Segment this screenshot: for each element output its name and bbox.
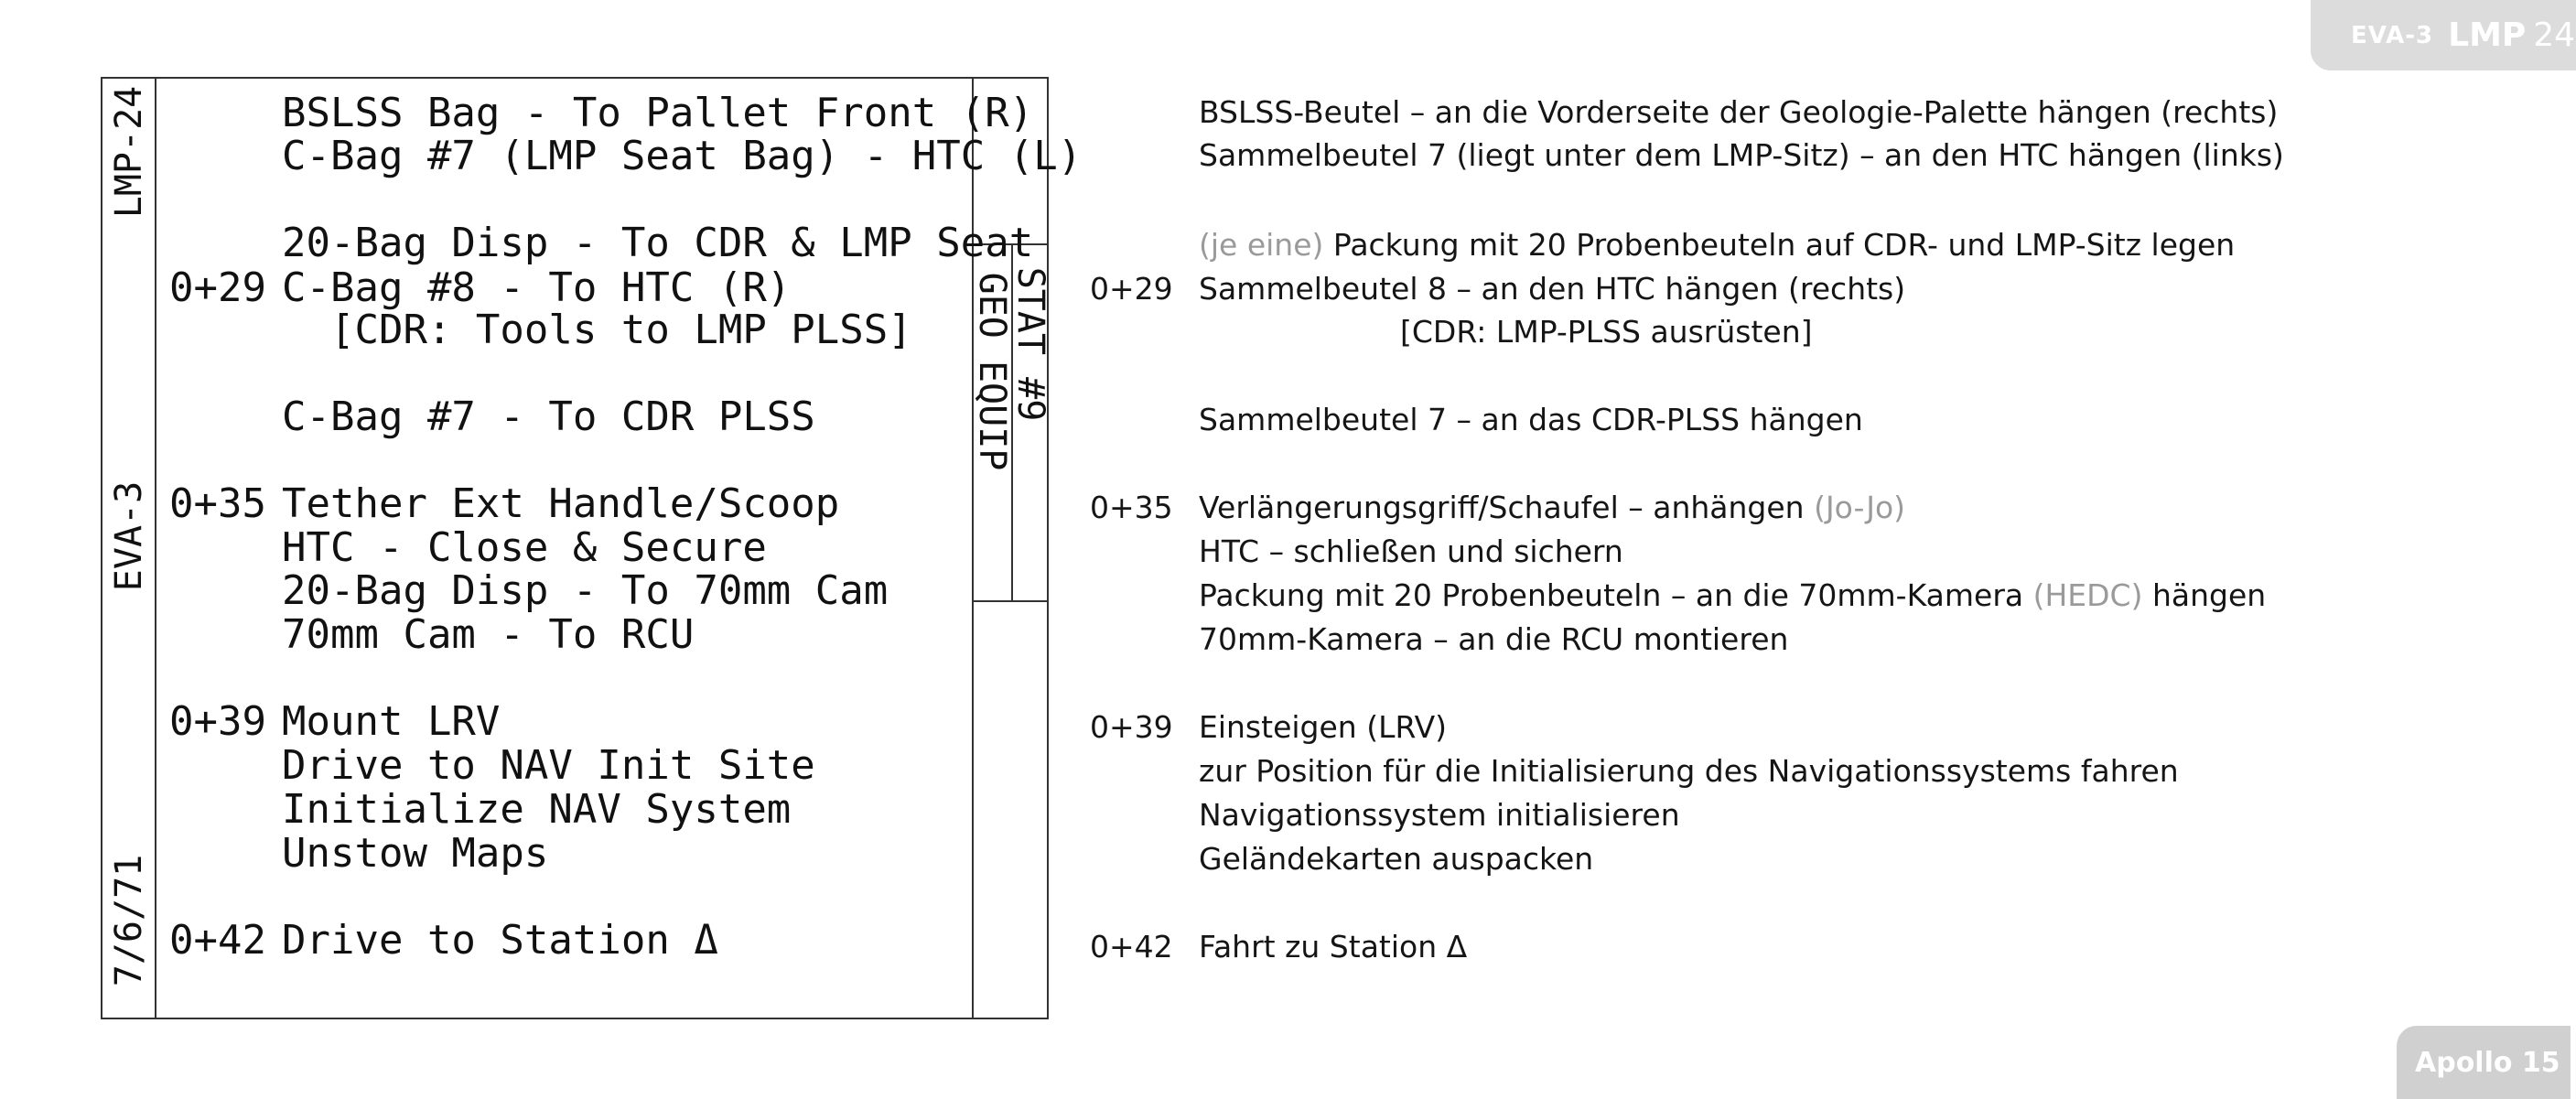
translation-time: 0+29 [1090, 271, 1173, 307]
translation-line [1199, 797, 1680, 833]
card-line-text: C-Bag #8 - To HTC (R) [282, 264, 792, 311]
translation-line [1199, 94, 2279, 130]
page-tab-role: LMP [2448, 16, 2527, 54]
translation-line [1199, 492, 1905, 523]
translation-text: HTC – schließen und sichern [1199, 533, 1623, 569]
translation-line [1199, 227, 2236, 263]
corner-tab-label: Apollo 15 [2415, 1046, 2560, 1079]
card-line-time: 0+42 [169, 917, 266, 964]
translation-line [1199, 841, 1594, 877]
translation-text: BSLSS-Beutel – an die Vorderseite der Geologie-Palette hängen (rechts) [1199, 94, 2279, 130]
translation-text: Fahrt zu Station Δ [1199, 929, 1468, 964]
translation-text: zur Position für die Initialisierung des Navigationssystems fahren [1199, 753, 2179, 789]
card-line-text: Tether Ext Handle/Scoop [282, 480, 840, 527]
checklist-card [101, 77, 1083, 1019]
card-line-text: HTC - Close & Secure [282, 524, 767, 571]
card-line-time: 0+29 [169, 264, 266, 311]
card-line-text: Drive to Station Δ [282, 917, 718, 964]
card-line-text: 70mm Cam - To RCU [282, 611, 695, 658]
translation-line [1199, 271, 1906, 307]
card-line-text: BSLSS Bag - To Pallet Front (R) [282, 90, 1034, 136]
card-left-rule [155, 79, 156, 1018]
translation-text: Einsteigen (LRV) [1199, 709, 1448, 745]
translation-line [1199, 929, 1468, 964]
translation-line [1199, 404, 1863, 435]
translation-time: 0+42 [1090, 929, 1173, 964]
translation-line [1199, 577, 2267, 613]
card-line-text: C-Bag #7 (LMP Seat Bag) - HTC (L) [282, 133, 1083, 179]
translation-text: [CDR: LMP-PLSS ausrüsten] [1400, 314, 1813, 350]
translation-line [1199, 533, 1623, 569]
translation-text: Packung mit 20 Probenbeuteln auf CDR- und LMP-Sitz legen [1323, 227, 2236, 263]
translation-text: Geländekarten auspacken [1199, 841, 1594, 877]
translation-note: (HEDC) [2032, 577, 2143, 613]
card-line-text: 20-Bag Disp - To CDR & LMP Seat [282, 220, 1034, 266]
translation-text: Sammelbeutel 7 (liegt unter dem LMP-Sitz) – an den HTC hängen (links) [1199, 137, 2284, 173]
translation-text: Sammelbeutel 7 – an das CDR-PLSS hängen [1199, 402, 1863, 437]
station-box-bottom [972, 600, 1047, 602]
translation-time: 0+39 [1090, 709, 1173, 745]
translation-text: Sammelbeutel 8 – an den HTC hängen (rechts) [1199, 271, 1906, 307]
translation-text: 70mm-Kamera – an die RCU montieren [1199, 621, 1789, 657]
translation-line [1199, 621, 1789, 657]
translation-line [1400, 314, 1813, 350]
geo-equip-label: GEO EQUIP [971, 272, 1013, 471]
side-label-date: 7/6/71 [108, 854, 150, 987]
translation-line [1199, 709, 1448, 745]
card-line-time: 0+35 [169, 480, 266, 527]
translation-time: 0+35 [1090, 490, 1173, 525]
card-line-text: Drive to NAV Init Site [282, 742, 815, 789]
corner-tab [2397, 1026, 2571, 1099]
translation-text: Navigationssystem initialisieren [1199, 797, 1680, 833]
translation-note: (je eine) [1199, 227, 1324, 263]
translation-text: hängen [2142, 577, 2267, 613]
card-line-text: C-Bag #7 - To CDR PLSS [282, 393, 815, 440]
translation-text: Verlängerungsgriff/Schaufel – anhängen [1199, 490, 1815, 525]
page-tab [2311, 0, 2576, 70]
card-line-text: 20-Bag Disp - To 70mm Cam [282, 567, 889, 614]
translation-line [1199, 753, 2179, 789]
translation-note: (Jo-Jo) [1814, 490, 1906, 525]
card-line-text: [CDR: Tools to LMP PLSS] [282, 307, 912, 353]
page-tab-number: 24 [2533, 16, 2576, 54]
station-label: STAT #9 [1009, 266, 1051, 422]
translation-line [1199, 137, 2284, 173]
side-label-page: LMP-24 [108, 85, 150, 219]
card-line-time: 0+39 [169, 698, 266, 745]
translation-text: Packung mit 20 Probenbeuteln – an die 70mm-Kamera [1199, 577, 2033, 613]
card-line-text: Mount LRV [282, 698, 501, 745]
card-line-text: Initialize NAV System [282, 786, 792, 833]
page-tab-mission: EVA-3 [2351, 21, 2434, 49]
card-line-text: Unstow Maps [282, 830, 549, 877]
side-label-eva: EVA-3 [108, 480, 150, 592]
